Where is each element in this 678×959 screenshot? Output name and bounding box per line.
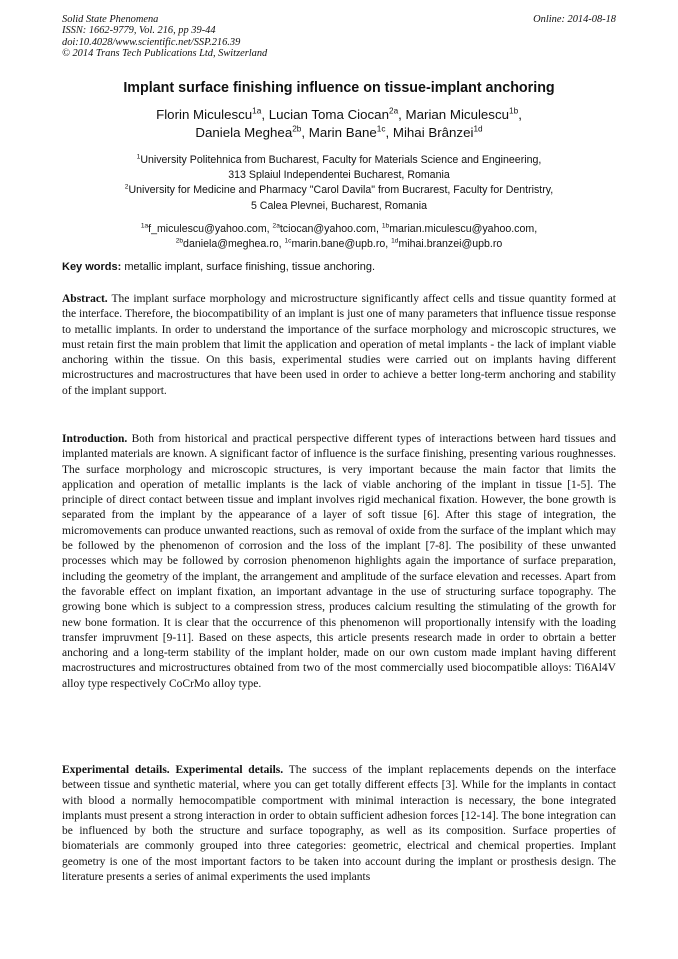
introduction-paragraph [62,432,616,692]
abstract-heading: Abstract. [62,293,108,305]
affiliation-line: 5 Calea Plevnei, Bucharest, Romania [250,199,428,212]
author-sup: 1b [509,106,519,116]
online-date: Online: 2014-08-18 [533,14,616,25]
experimental-heading: Experimental details. Experimental details. [62,764,284,776]
author-sup: 2a [388,106,399,116]
experimental-body: The success of the implant replacements depends on the interface between tissue and synthetic material, where you can get totally different effects [3]. While for the implants in contact with blood a normally hemocompatible comportment with minimal interaction is necessary, the bone integrated implants must present a strong interaction in order to obtain sufficient adhesion forces [12-14]. The bone integration can be influenced by both the structure and surface topography, as well as its composition. Surface properties of biomaterials are commonly grouped into three categories: geometric, electrical and chemical properties. Implant geometry is one of the most important factors to be taken into account during the implant or prosthesis design. The literature presents a series of animal experiments the used implants [62,764,616,884]
author-name: Mihai Brânzei [392,125,474,140]
author-emails: $^{1a}$f_miculescu@yahoo.com, $^{2a}$tciocan@yahoo.com, $^{1b}$marian.miculescu@yahoo.com, $^{2b}$daniela@meghea.ro, $^{1c}$marin.bane@upb.ro, $^{1d}$mihai.branzei@upb.ro [140,222,538,250]
copyright-line: © 2014 Trans Tech Publications Ltd, Switzerland [62,48,268,60]
author-sep: , [518,107,522,122]
author-sup: 1d [473,124,483,134]
email-address: mihai.branzei@upb.ro [398,238,503,250]
email-address: marian.miculescu@yahoo.com [389,223,535,235]
affiliation-line: 313 Splaiul Independentei Bucharest, Romania [228,169,450,182]
abstract-paragraph [62,292,616,399]
journal-header [62,14,616,60]
author-sep: , [398,107,406,122]
issn-line: ISSN: 1662-9779, Vol. 216, pp 39-44 [62,25,216,37]
email-sup: 1b [381,222,390,230]
author-sep: , [261,107,269,122]
affiliation-line: $^2$University for Medicine and Pharmacy "Carol Davila" from Bucrarest, Faculty for Dentristry, [124,183,554,197]
author-sup: 1a [252,106,262,116]
affiliations [40,153,638,214]
email-address: tciocan@yahoo.com [279,223,376,235]
abstract-body: The implant surface morphology and microstructure significantly affect cells and tissue quantity formed at the interface. Therefore, the biocompatibility of an implant is just one of many parameters that influence tissue response to metallic implants. In order to understand the importance of the surface morphology and microscopic structures, we must retain first the main problem that limit the application and operation of metal implants - the lack of implant viable anchoring within the tissue. On this basis, experimental studies were carried out on implants having different microstructures and macrostructures that have been used in order to achieve a better long-term anchoring and stability of the implant support. [62,293,616,397]
affiliation-sup: 2 [124,183,129,191]
email-sup: 1c [284,237,292,245]
author-sup: 2b [292,124,302,134]
keywords [62,261,616,273]
author-name: Daniela Meghea [195,125,293,140]
email-sup: 2a [272,222,280,230]
journal-name: Solid State Phenomena [62,14,159,25]
email-sup: 2b [175,237,184,245]
keywords-label: Key words: [62,261,122,273]
email-address: f_miculescu@yahoo.com [148,223,267,235]
author-name: Florin Miculescu [156,107,253,122]
affiliation-sup: 1 [136,153,141,161]
introduction-body: Both from historical and practical perspective different types of interactions between hard tissues and implanted materials are known. A significant factor of influence is the surface finishing, presenting various roughnesses. The surface morphology and microscopic structures, is very important because the main factor that limits the application and operation of metallic implants is the lack of viable anchoring of the implant in tissue [1-5]. The principle of direct contact between tissue and implant involves rigid mechanical fixation. However, the bone growth is separated from the implant by the appearance of a layer of soft tissue [6]. After this stage of integration, the micromovements can produce unwanted reactions, such as removal of oxide from the surface of the implant which may be followed by the phenomenon of corrosion and the loss of the implant [7-8]. The posibility of these unwanted processes which may be followed by corrosion phenomenon highlights again the importance of surface preparation, including the geometry of the implant, the arrangement and amplitude of the surface elevation and recesses. Apart from the favorable effect on implant fixation, an important advantage in the use of structuring surface topography. The growing bone which is subject to a compression stress, produces calcium resulting the stimulating of the growth for new bone formation. It is clear that the occurrence of this phenomenon will proportionally intensify with the loading transfer impruvment [9-11]. Based on these aspects, this article presents research made in order to obrtain a better anchoring and a long-term stability of the implant holder, made on our own custom made implant having different macrostructures and microstructures obtained from two of the most commercially used biocompatible alloys: Ti6Al4V alloy type respectively CoCrMo alloy type. [62,433,616,690]
doi-line: doi:10.4028/www.scientific.net/SSP.216.39 [62,36,241,48]
paper-title: Implant surface finishing influence on tissue-implant anchoring [123,80,555,96]
introduction-heading: Introduction. [62,433,128,445]
author-sep: , [385,125,393,140]
experimental-paragraph [62,763,616,885]
email-sup: 1a [140,222,149,230]
author-list [40,106,638,142]
author-name: Lucian Toma Ciocan [268,107,389,122]
email-sup: 1d [391,237,399,245]
keywords-text: metallic implant, surface finishing, tissue anchoring. [121,261,376,273]
email-address: daniela@meghea.ro [183,238,279,250]
author-name: Marin Bane [308,125,377,140]
author-sup: 1c [376,124,386,134]
author-sep: , [301,125,309,140]
author-name: Marian Miculescu [405,107,510,122]
affiliation-line: $^1$University Politehnica from Bucharest, Faculty for Materials Science and Engineering, [136,153,542,166]
email-address: marin.bane@upb.ro [291,238,386,250]
